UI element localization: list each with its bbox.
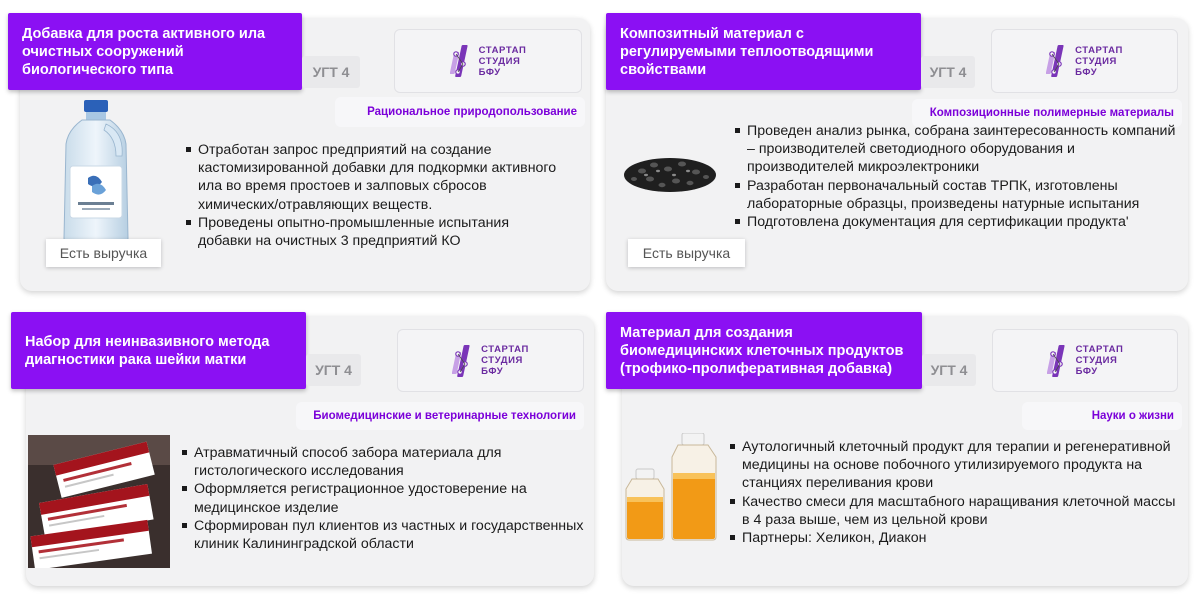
list-item: Проведен анализ рынка, собрана заинтересованность компаний – производителей светодиодного оборудования и производителей микроэлектроники [735,122,1185,177]
card-1-revenue-badge: Есть выручка [46,239,161,267]
list-item: Отработан запрос предприятий на создание кастомизированной добавки для подкормки активного ила во время простоев и залповых сбросов химических/отравляющих веществ. [186,141,561,214]
card-2-ugt-badge: УГТ 4 [921,56,975,88]
list-item: Атравматичный способ забора материала для гистологического исследования [182,444,587,480]
card-1-title: Добавка для роста активного ила очистных сооружений биологического типа [8,13,302,90]
card-2-logo [991,29,1178,93]
media-bottles-icon [624,433,730,541]
startup-studio-logo-icon [452,344,476,378]
card-1-ugt-badge: УГТ 4 [302,56,360,88]
startup-studio-logo-icon [450,44,474,78]
logo-text: СТАРТАП СТУДИЯ БФУ [481,344,529,377]
list-item: Оформляется регистрационное удостоверение на медицинское изделие [182,480,587,516]
list-item: Проведены опытно-промышленные испытания добавки на очистных 3 предприятий КО [186,214,561,250]
card-3-bullets [182,444,587,553]
logo-text: СТАРТАП СТУДИЯ БФУ [1075,44,1123,78]
logo-text: СТАРТАП СТУДИЯ БФУ [478,44,527,78]
card-4-title: Материал для создания биомедицинских клеточных продуктов (трофико-пролиферативная добавка) [606,312,922,389]
card-1-bullets [186,141,561,250]
card-4-ugt-badge: УГТ 4 [922,354,976,386]
startup-studio-logo-icon [1046,44,1070,78]
card-2-category-tag: Композиционные полимерные материалы [912,99,1182,127]
list-item: Качество смеси для масштабного наращивания клеточной массы в 4 раза выше, чем из цельной крови [730,493,1180,529]
card-2-revenue-badge: Есть выручка [628,239,745,267]
list-item: Сформирован пул клиентов из частных и государственных клиник Калининградской области [182,517,587,553]
card-3-category-tag: Биомедицинские и ветеринарные технологии [296,402,584,430]
logo-text: СТАРТАП СТУДИЯ БФУ [1075,344,1124,377]
card-4-category-tag: Науки о жизни [1022,402,1182,430]
list-item: Партнеры: Хеликон, Диакон [730,529,1180,547]
card-2-bullets [735,122,1185,231]
card-1-category-tag: Рациональное природопользование [335,97,585,127]
granules-icon [622,145,718,195]
card-3-title: Набор для неинвазивного метода диагностики рака шейки матки [11,312,306,389]
list-item: Подготовлена документация для сертификации продукта' [735,213,1185,231]
card-4-logo [992,329,1178,392]
card-1-logo [394,29,582,93]
list-item: Разработан первоначальный состав ТРПК, изготовлены лабораторные образцы, произведены натурные испытания [735,177,1185,213]
list-item: Аутологичный клеточный продукт для терапии и регенеративной медицины на основе побочного утилизируемого продукта на станциях переливания крови [730,438,1180,493]
card-4-bullets [730,438,1180,547]
test-kit-boxes-icon [28,435,170,568]
card-3-ugt-badge: УГТ 4 [306,354,361,386]
water-bottle-icon [58,100,134,250]
startup-studio-logo-icon [1047,344,1071,378]
card-2-title: Композитный материал с регулируемыми теплоотводящими свойствами [606,13,921,90]
card-3-logo [397,329,584,392]
